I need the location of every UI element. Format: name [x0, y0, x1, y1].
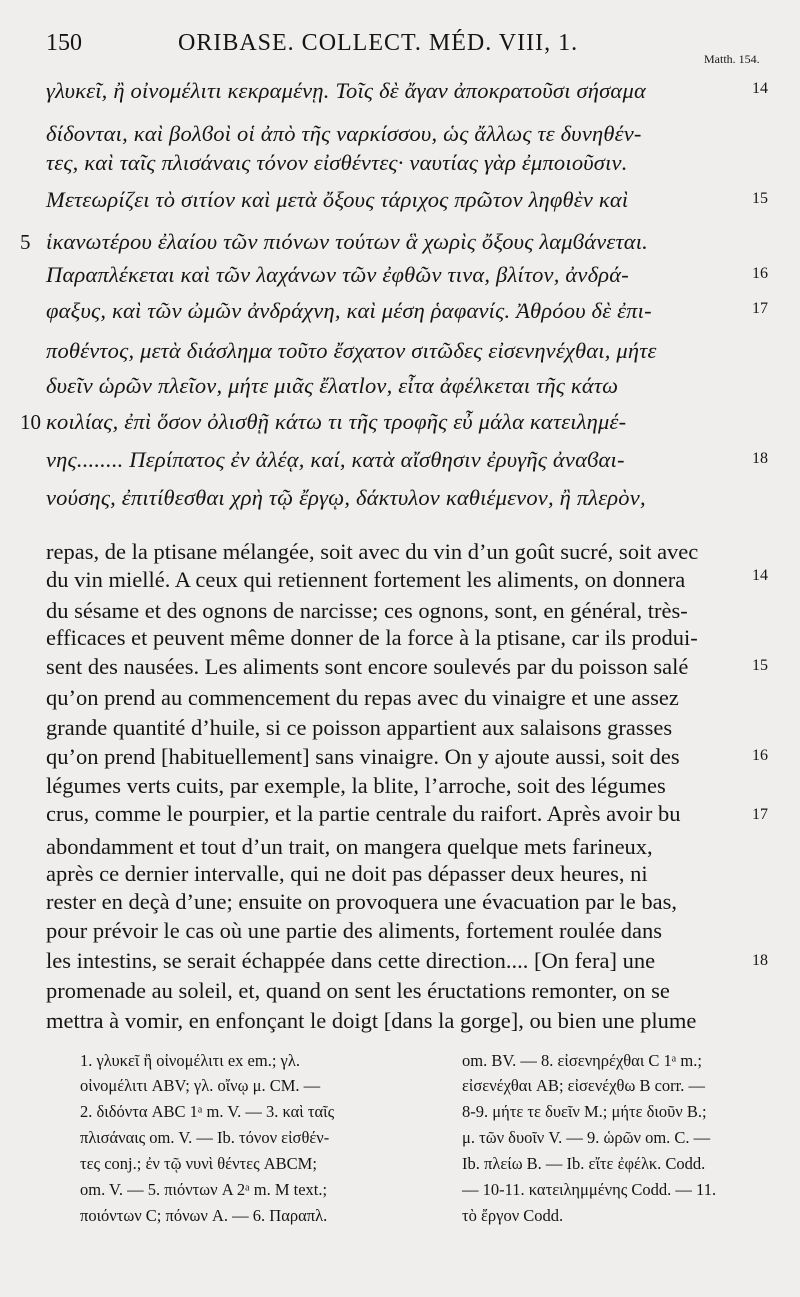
- french-line: du sésame et des ognons de narcisse; ces ognons, sont, en général, très-: [46, 598, 688, 623]
- greek-line: ἱκανωτέρου ἐλαίου τῶν πιόνων τούτων ἃ χωρὶς ὄξους λαμϐάνεται.: [46, 229, 649, 254]
- french-line: les intestins, se serait échappée dans cette direction.... [On fera] une: [46, 948, 656, 973]
- footnote-line: τες conj.; ἐν τῷ νυνὶ θέντες ABCM;: [80, 1154, 317, 1173]
- french-line: qu’on prend au commencement du repas avec du vinaigre et une assez: [46, 685, 679, 710]
- french-line: mettra à vomir, en enfonçant le doigt [dans la gorge], ou bien une plume: [46, 1008, 697, 1033]
- footnote-line: 8-9. μήτε τε δυεῖν M.; μήτε διοῦν B.;: [462, 1102, 707, 1121]
- section-number: 15: [752, 657, 768, 674]
- page-header: [0, 30, 800, 70]
- line-number: 5: [20, 230, 31, 254]
- greek-line: ποθέντος, μετὰ διάσλημα τοῦτο ἔσχατον σιτῶδες εἰσενηνέχθαι, μήτε: [46, 338, 657, 363]
- footnote-line: 1. γλυκεῖ ἢ οἰνομέλιτι ex em.; γλ.: [80, 1051, 300, 1070]
- french-line: abondamment et tout d’un trait, on mangera quelque mets farineux,: [46, 834, 653, 859]
- section-number: 15: [752, 190, 768, 207]
- greek-line: νούσης, ἐπιτίθεσθαι χρὴ τῷ ἔργῳ, δάκτυλον καθιέμενον, ἢ πλερὸν,: [46, 485, 646, 510]
- greek-line: φαξυς, καὶ τῶν ὠμῶν ἀνδράχνη, καὶ μέση ῥαφανίς. Ἀθρόου δὲ ἐπι-: [46, 298, 652, 323]
- greek-line: νης........ Περίπατος ἐν ἀλέᾳ, καί, κατὰ αἴσθησιν ἐρυγῆς ἀναϐαι-: [46, 447, 625, 472]
- french-line: rester en deçà d’une; ensuite on provoquera une évacuation par le bas,: [46, 889, 677, 914]
- source-reference: Matth. 154.: [704, 52, 760, 66]
- greek-line: δυεῖν ὡρῶν πλεῖον, μήτε μιᾶς ἔλατlον, εἶτα ἀφέλκεται τῆς κάτω: [46, 373, 619, 398]
- footnote-line: οἰνομέλιτι ABV; γλ. οἴνῳ μ. CM. —: [80, 1076, 321, 1095]
- greek-line: κοιλίας, ἐπὶ ὅσον ὀλισθῇ κάτω τι τῆς τροφῆς εὖ μάλα κατειλημέ-: [46, 409, 627, 434]
- french-line: efficaces et peuvent même donner de la force à la ptisane, car ils produi-: [46, 625, 698, 650]
- section-number: 14: [752, 80, 768, 97]
- greek-line: δίδονται, καὶ βολϐοὶ οἱ ἀπὸ τῆς ναρκίσσου, ὡς ἄλλως τε δυνηθέν-: [46, 121, 642, 146]
- section-number: 16: [752, 265, 768, 282]
- section-number: 18: [752, 952, 768, 969]
- page-number: 150: [46, 30, 82, 56]
- footnote-line: Ib. πλείω B. — Ib. εἴτε ἐφέλκ. Codd.: [462, 1154, 706, 1173]
- section-number: 17: [752, 300, 768, 317]
- french-line: légumes verts cuits, par exemple, la blite, l’arroche, soit des légumes: [46, 773, 666, 798]
- footnote-line: εἰσενέχθαι AB; εἰσενέχθω B corr. —: [462, 1076, 705, 1095]
- section-number: 16: [752, 747, 768, 764]
- footnote-line: 2. διδόντα ABC 1ᵃ m. V. — 3. καὶ ταῖς: [80, 1102, 335, 1121]
- line-number: 10: [20, 410, 41, 434]
- running-title: ORIBASE. COLLECT. MÉD. VIII, 1.: [178, 30, 579, 56]
- french-line: qu’on prend [habituellement] sans vinaigre. On y ajoute aussi, soit des: [46, 744, 680, 769]
- french-line: grande quantité d’huile, si ce poisson appartient aux salaisons grasses: [46, 715, 673, 740]
- footnote-line: ποιόντων C; πόνων A. — 6. Παραπλ.: [80, 1206, 328, 1225]
- section-number: 17: [752, 806, 768, 823]
- greek-line: γλυκεῖ, ἢ οἰνομέλιτι κεκραμένῃ. Τοῖς δὲ ἄγαν ἀποκρατοῦσι σήσαμα: [46, 78, 646, 103]
- french-line: crus, comme le pourpier, et la partie centrale du raifort. Après avoir bu: [46, 801, 681, 826]
- greek-line: τες, καὶ ταῖς πλισάναις τόνον εἰσθέντες· ναυτίας γὰρ ἐμποιοῦσιν.: [46, 150, 628, 175]
- footnote-line: τὸ ἔργον Codd.: [462, 1206, 564, 1225]
- french-line: promenade au soleil, et, quand on sent les éructations remonter, on se: [46, 978, 670, 1003]
- footnote-line: — 10-11. κατειλημμένης Codd. — 11.: [462, 1180, 717, 1199]
- french-line: repas, de la ptisane mélangée, soit avec du vin d’un goût sucré, soit avec: [46, 539, 699, 564]
- section-number: 14: [752, 567, 768, 584]
- greek-line: Μετεωρίζει τὸ σιτίον καὶ μετὰ ὄξους τάριχος πρῶτον ληφθὲν καὶ: [46, 187, 629, 212]
- french-line: pour prévoir le cas où une partie des aliments, fortement roulée dans: [46, 918, 663, 943]
- footnote-line: om. V. — 5. πιόντων A 2ᵃ m. M text.;: [80, 1180, 328, 1199]
- section-number: 18: [752, 450, 768, 467]
- french-line: après ce dernier intervalle, qui ne doit pas dépasser deux heures, ni: [46, 861, 648, 886]
- footnote-line: μ. τῶν δυοῖν V. — 9. ὡρῶν om. C. —: [462, 1128, 711, 1147]
- french-line: sent des nausées. Les aliments sont encore soulevés par du poisson salé: [46, 654, 689, 679]
- footnote-line: om. BV. — 8. εἰσενηρέχθαι C 1ᵃ m.;: [462, 1051, 702, 1070]
- greek-line: Παραπλέκεται καὶ τῶν λαχάνων τῶν ἐφθῶν τινα, βλίτον, ἀνδρά-: [46, 262, 629, 287]
- footnote-line: πλισάναις om. V. — Ib. τόνον εἰσθέν-: [80, 1128, 330, 1147]
- french-line: du vin miellé. A ceux qui retiennent fortement les aliments, on donnera: [46, 567, 686, 592]
